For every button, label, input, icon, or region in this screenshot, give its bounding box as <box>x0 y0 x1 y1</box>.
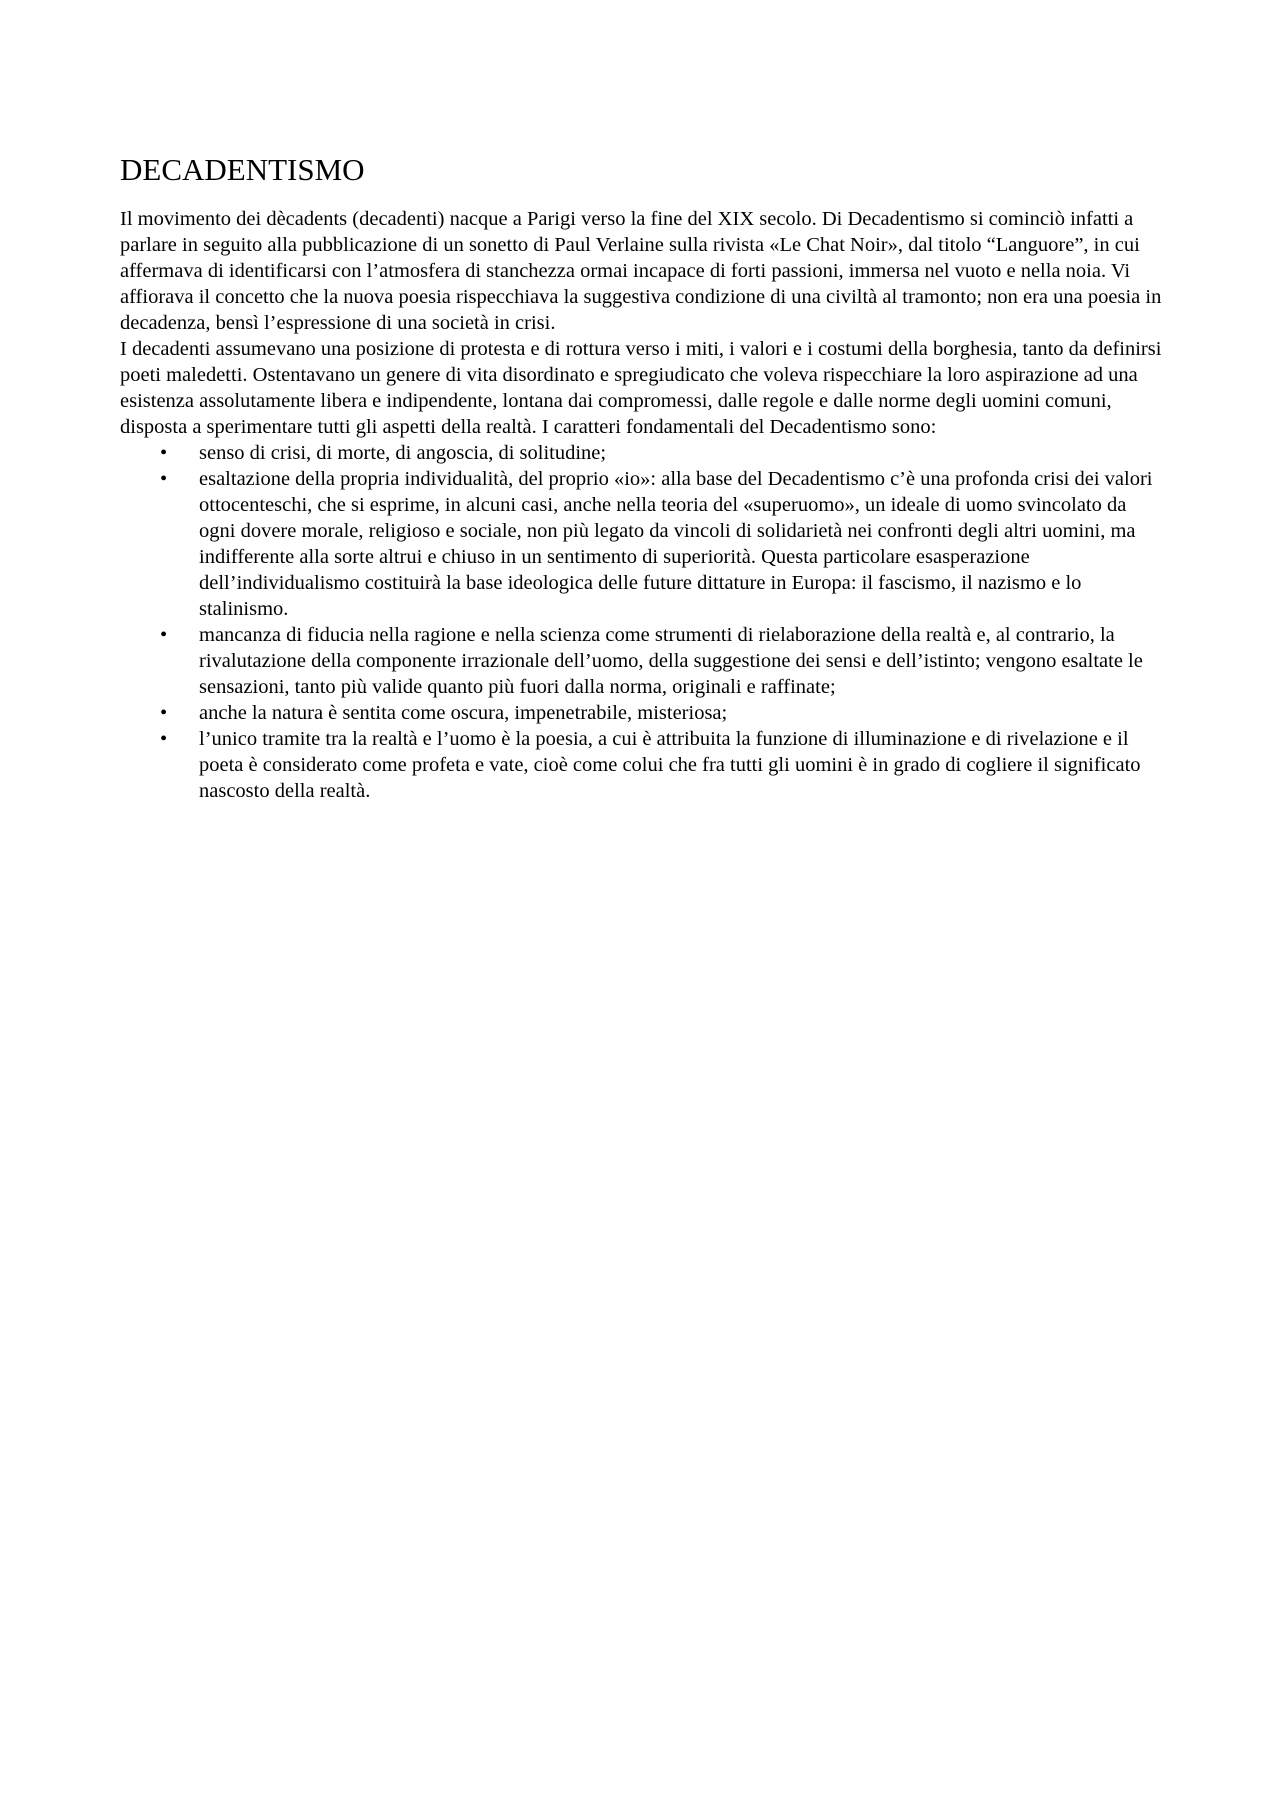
list-item-text: l’unico tramite tra la realtà e l’uomo è la poesia, a cui è attribuita la funzione di illuminazione e di rivelazione e il poeta è considerato come profeta e vate, cioè come colui che fra tutti gli uomini è in grado di cogliere il significato nascosto della realtà. <box>199 728 1141 802</box>
list-item <box>120 440 1165 466</box>
document-title: DECADENTISMO <box>120 152 365 187</box>
list-item-text: anche la natura è sentita come oscura, impenetrabile, misteriosa; <box>199 702 728 724</box>
bullet-icon: • <box>160 624 168 646</box>
list-item <box>120 622 1165 700</box>
paragraph-intro: Il movimento dei dècadents (decadenti) nacque a Parigi verso la fine del XIX secolo. Di Decadentismo si cominciò infatti a parlare in seguito alla pubblicazione di un sonetto di Paul Verlaine sulla rivista «Le Chat Noir», dal titolo “Languore”, in cui affermava di identificarsi con l’atmosfera di stanchezza ormai incapace di forti passioni, immersa nel vuoto e nella noia. Vi affiorava il concetto che la nuova poesia rispecchiava la suggestiva condizione di una civiltà al tramonto; non era una poesia in decadenza, bensì l’espressione di una società in crisi. <box>120 208 1162 334</box>
bullet-icon: • <box>160 442 168 464</box>
list-item-text: esaltazione della propria individualità, del proprio «io»: alla base del Decadentismo c’è una profonda crisi dei valori ottocenteschi, che si esprime, in alcuni casi, anche nella teoria del «superuomo», un ideale di uomo svincolato da ogni dovere morale, religioso e sociale, non più legato da vincoli di solidarietà nei confronti degli altri uomini, ma indifferente alla sorte altrui e chiuso in un sentimento di superiorità. Questa particolare esasperazione dell’individualismo costituirà la base ideologica delle future dittature in Europa: il fascismo, il nazismo e lo stalinismo. <box>199 468 1153 620</box>
list-item-text: senso di crisi, di morte, di angoscia, di solitudine; <box>199 442 607 464</box>
document-page <box>120 150 1165 804</box>
bullet-icon: • <box>160 468 168 490</box>
bullet-icon: • <box>160 702 168 724</box>
list-item <box>120 726 1165 804</box>
list-item <box>120 700 1165 726</box>
paragraph-decadenti: I decadenti assumevano una posizione di protesta e di rottura verso i miti, i valori e i costumi della borghesia, tanto da definirsi poeti maledetti. Ostentavano un genere di vita disordinato e spregiudicato che voleva rispecchiare la loro aspirazione ad una esistenza assolutamente libera e indipendente, lontana dai compromessi, dalle regole e dalle norme degli uomini comuni, disposta a sperimentare tutti gli aspetti della realtà. I caratteri fondamentali del Decadentismo sono: <box>120 338 1162 438</box>
list-item <box>120 466 1165 622</box>
characteristics-list <box>120 440 1165 804</box>
bullet-icon: • <box>160 728 168 750</box>
list-item-text: mancanza di fiducia nella ragione e nella scienza come strumenti di rielaborazione della realtà e, al contrario, la rivalutazione della componente irrazionale dell’uomo, della suggestione dei sensi e dell’istinto; vengono esaltate le sensazioni, tanto più valide quanto più fuori dalla norma, originali e raffinate; <box>199 624 1143 698</box>
